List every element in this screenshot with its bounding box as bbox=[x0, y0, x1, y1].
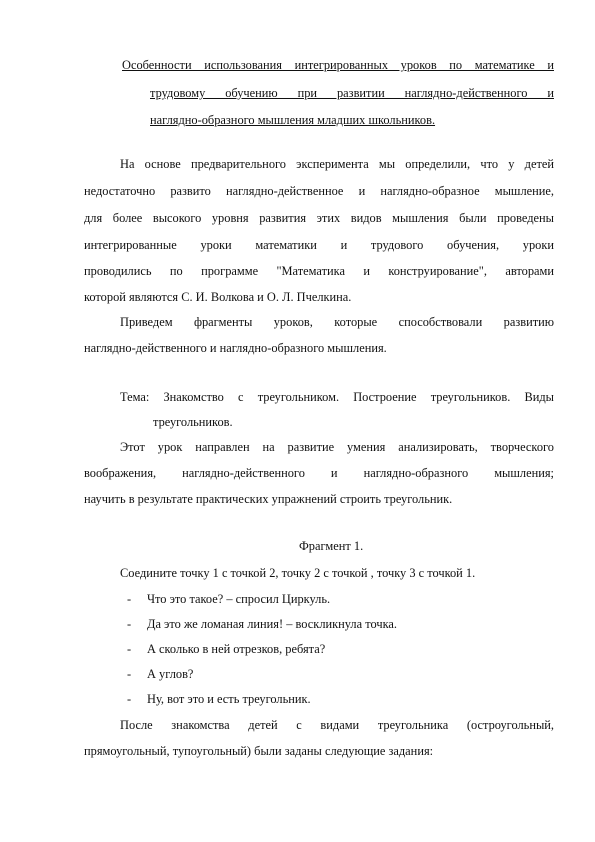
dialogue-item bbox=[127, 666, 193, 682]
paragraph-1-line-4: интегрированные уроки математики и трудового обучения, уроки bbox=[84, 238, 554, 252]
paragraph-3-line-1: Этот урок направлен на развитие умения анализировать, творческого bbox=[120, 440, 554, 454]
dialogue-text: Да это же ломаная линия! – воскликнула точка. bbox=[147, 617, 397, 631]
paragraph-1-line-3: для более высокого уровня развития этих видов мышления были проведены bbox=[84, 211, 554, 225]
paragraph-2-line-1: Приведем фрагменты уроков, которые способствовали развитию bbox=[120, 315, 554, 329]
document-title-line-2: трудовому обучению при развитии наглядно-действенного и bbox=[150, 86, 554, 100]
paragraph-2-line-2: наглядно-действенного и наглядно-образного мышления. bbox=[84, 341, 387, 355]
document-title-line-1: Особенности использования интегрированных уроков по математике и bbox=[122, 58, 554, 72]
theme-line-1: Тема: Знакомство с треугольником. Построение треугольников. Виды bbox=[120, 390, 554, 404]
paragraph-4-line-2: прямоугольный, тупоугольный) были заданы следующие задания: bbox=[84, 744, 434, 758]
paragraph-1-line-6: которой являются С. И. Волкова и О. Л. Пчелкина. bbox=[84, 290, 352, 304]
list-dash: - bbox=[127, 642, 132, 656]
dialogue-item bbox=[127, 591, 330, 607]
dialogue-item bbox=[127, 691, 311, 707]
paragraph-3-line-3: научить в результате практических упражнений строить треугольник. bbox=[84, 492, 453, 506]
dialogue-text: А углов? bbox=[147, 667, 194, 681]
dialogue-text: Что это такое? – спросил Циркуль. bbox=[147, 592, 331, 606]
document-title-line-3: наглядно-образного мышления младших школьников. bbox=[150, 113, 436, 127]
paragraph-4-line-1: После знакомства детей с видами треугольника (остроугольный, bbox=[120, 718, 554, 732]
list-dash: - bbox=[127, 692, 132, 706]
fragment-heading: Фрагмент 1. bbox=[299, 539, 364, 553]
paragraph-1-line-1: На основе предварительного эксперимента мы определили, что у детей bbox=[120, 157, 554, 171]
dialogue-item bbox=[127, 616, 397, 632]
paragraph-3-line-2: воображения, наглядно-действенного и наглядно-образного мышления; bbox=[84, 466, 554, 480]
list-dash: - bbox=[127, 592, 132, 606]
instruction-text: Соедините точку 1 с точкой 2, точку 2 с точкой , точку 3 с точкой 1. bbox=[120, 566, 476, 580]
list-dash: - bbox=[127, 667, 132, 681]
paragraph-1-line-2: недостаточно развито наглядно-действенное и наглядно-образное мышление, bbox=[84, 184, 554, 198]
list-dash: - bbox=[127, 617, 132, 631]
paragraph-1-line-5: проводились по программе "Математика и конструирование", авторами bbox=[84, 264, 554, 278]
theme-line-2: треугольников. bbox=[153, 415, 233, 429]
dialogue-item bbox=[127, 641, 325, 657]
dialogue-text: А сколько в ней отрезков, ребята? bbox=[147, 642, 326, 656]
dialogue-text: Ну, вот это и есть треугольник. bbox=[147, 692, 311, 706]
